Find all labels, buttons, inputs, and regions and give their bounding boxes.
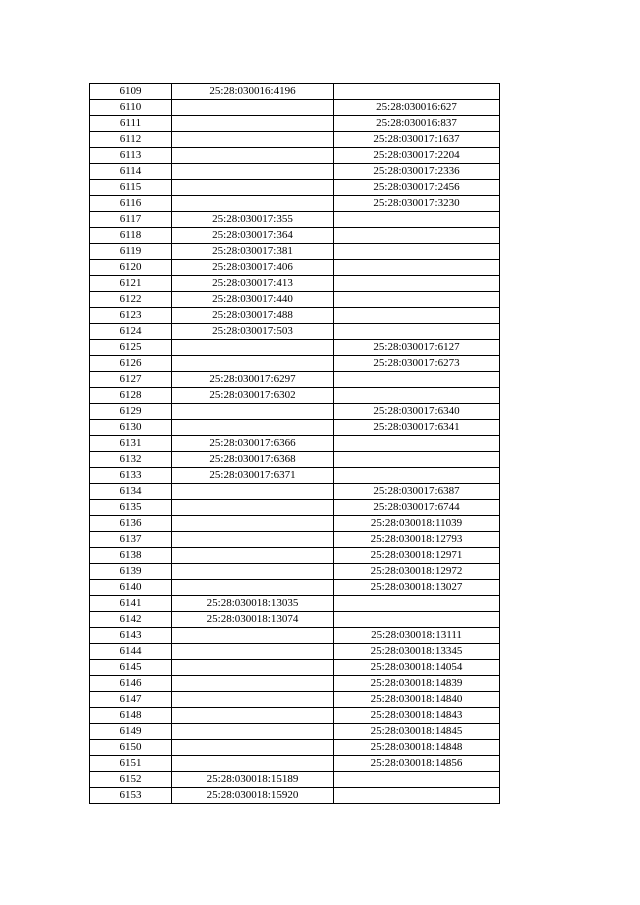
cadastral-number-cell-a [172, 564, 334, 580]
row-number-cell: 6145 [90, 660, 172, 676]
cadastral-number-cell-a [172, 340, 334, 356]
cadastral-number-cell-b [334, 84, 500, 100]
row-number-cell: 6150 [90, 740, 172, 756]
cadastral-number-cell-b [334, 324, 500, 340]
table-body [90, 84, 500, 804]
row-number-cell: 6149 [90, 724, 172, 740]
cadastral-number-cell-a [172, 100, 334, 116]
row-number-cell: 6116 [90, 196, 172, 212]
cadastral-number-cell-a [172, 644, 334, 660]
table-row [90, 484, 500, 500]
cadastral-number-cell-a [172, 500, 334, 516]
cadastral-number-cell-a [172, 148, 334, 164]
row-number-cell: 6123 [90, 308, 172, 324]
cadastral-number-cell-b: 25:28:030017:6387 [334, 484, 500, 500]
cadastral-number-cell-a: 25:28:030018:13035 [172, 596, 334, 612]
table-row [90, 548, 500, 564]
cadastral-number-cell-b: 25:28:030017:3230 [334, 196, 500, 212]
cadastral-number-cell-a [172, 356, 334, 372]
row-number-cell: 6147 [90, 692, 172, 708]
table-row [90, 436, 500, 452]
row-number-cell: 6121 [90, 276, 172, 292]
row-number-cell: 6135 [90, 500, 172, 516]
cadastral-number-cell-a [172, 580, 334, 596]
cadastral-number-cell-b: 25:28:030018:14843 [334, 708, 500, 724]
cadastral-number-cell-a [172, 180, 334, 196]
cadastral-number-cell-b [334, 468, 500, 484]
row-number-cell: 6119 [90, 244, 172, 260]
table-row [90, 324, 500, 340]
cadastral-number-cell-b: 25:28:030017:1637 [334, 132, 500, 148]
row-number-cell: 6136 [90, 516, 172, 532]
table-row [90, 420, 500, 436]
cadastral-number-cell-a [172, 548, 334, 564]
cadastral-number-cell-a [172, 516, 334, 532]
row-number-cell: 6124 [90, 324, 172, 340]
cadastral-number-cell-b [334, 292, 500, 308]
table-row [90, 308, 500, 324]
cadastral-number-cell-a [172, 660, 334, 676]
table-row [90, 708, 500, 724]
table-row [90, 580, 500, 596]
cadastral-number-cell-a [172, 404, 334, 420]
cadastral-number-cell-a [172, 740, 334, 756]
row-number-cell: 6133 [90, 468, 172, 484]
cadastral-number-cell-b: 25:28:030018:14840 [334, 692, 500, 708]
cadastral-number-cell-a: 25:28:030017:6366 [172, 436, 334, 452]
cadastral-number-cell-b [334, 244, 500, 260]
row-number-cell: 6153 [90, 788, 172, 804]
row-number-cell: 6148 [90, 708, 172, 724]
table-row [90, 100, 500, 116]
cadastral-number-cell-b: 25:28:030017:2336 [334, 164, 500, 180]
cadastral-number-cell-a: 25:28:030017:6302 [172, 388, 334, 404]
row-number-cell: 6112 [90, 132, 172, 148]
row-number-cell: 6140 [90, 580, 172, 596]
table-row [90, 132, 500, 148]
row-number-cell: 6122 [90, 292, 172, 308]
cadastral-number-cell-a [172, 116, 334, 132]
cadastral-number-cell-b: 25:28:030017:2456 [334, 180, 500, 196]
cadastral-number-cell-b [334, 276, 500, 292]
cadastral-number-cell-a [172, 708, 334, 724]
cadastral-number-cell-b [334, 260, 500, 276]
table-row [90, 612, 500, 628]
table-row [90, 788, 500, 804]
cadastral-number-cell-b: 25:28:030017:6744 [334, 500, 500, 516]
row-number-cell: 6110 [90, 100, 172, 116]
table-row [90, 356, 500, 372]
row-number-cell: 6114 [90, 164, 172, 180]
row-number-cell: 6144 [90, 644, 172, 660]
table-row [90, 148, 500, 164]
cadastral-number-cell-a: 25:28:030017:364 [172, 228, 334, 244]
cadastral-number-cell-a: 25:28:030017:503 [172, 324, 334, 340]
table-row [90, 564, 500, 580]
cadastral-number-cell-a: 25:28:030016:4196 [172, 84, 334, 100]
cadastral-number-cell-b [334, 372, 500, 388]
table-row [90, 228, 500, 244]
cadastral-number-cell-b: 25:28:030018:13027 [334, 580, 500, 596]
table-row [90, 276, 500, 292]
cadastral-number-cell-b: 25:28:030018:14845 [334, 724, 500, 740]
row-number-cell: 6146 [90, 676, 172, 692]
cadastral-number-cell-b [334, 452, 500, 468]
table-row [90, 84, 500, 100]
table-row [90, 500, 500, 516]
row-number-cell: 6151 [90, 756, 172, 772]
table-row [90, 244, 500, 260]
table-row [90, 404, 500, 420]
row-number-cell: 6126 [90, 356, 172, 372]
cadastral-number-cell-b: 25:28:030018:12793 [334, 532, 500, 548]
cadastral-number-cell-b [334, 612, 500, 628]
cadastral-number-cell-a: 25:28:030017:6371 [172, 468, 334, 484]
cadastral-number-cell-b: 25:28:030018:14848 [334, 740, 500, 756]
table-row [90, 292, 500, 308]
table-row [90, 772, 500, 788]
cadastral-number-cell-b: 25:28:030017:6273 [334, 356, 500, 372]
cadastral-number-cell-a: 25:28:030017:488 [172, 308, 334, 324]
table-row [90, 596, 500, 612]
cadastral-number-cell-b: 25:28:030017:6127 [334, 340, 500, 356]
cadastral-number-cell-a: 25:28:030018:15920 [172, 788, 334, 804]
cadastral-number-cell-a [172, 196, 334, 212]
cadastral-number-cell-a [172, 164, 334, 180]
cadastral-number-cell-a [172, 676, 334, 692]
row-number-cell: 6139 [90, 564, 172, 580]
cadastral-number-cell-b: 25:28:030018:13345 [334, 644, 500, 660]
cadastral-number-cell-b: 25:28:030018:11039 [334, 516, 500, 532]
cadastral-number-cell-b [334, 436, 500, 452]
cadastral-number-cell-b: 25:28:030018:12971 [334, 548, 500, 564]
cadastral-number-cell-b: 25:28:030016:627 [334, 100, 500, 116]
cadastral-number-cell-b: 25:28:030018:14839 [334, 676, 500, 692]
row-number-cell: 6127 [90, 372, 172, 388]
table-row [90, 692, 500, 708]
cadastral-number-cell-b: 25:28:030018:12972 [334, 564, 500, 580]
table-row [90, 116, 500, 132]
table-row [90, 388, 500, 404]
cadastral-number-cell-a [172, 756, 334, 772]
cadastral-number-cell-b: 25:28:030016:837 [334, 116, 500, 132]
table-row [90, 740, 500, 756]
row-number-cell: 6125 [90, 340, 172, 356]
cadastral-number-cell-b [334, 228, 500, 244]
table-row [90, 756, 500, 772]
row-number-cell: 6131 [90, 436, 172, 452]
cadastral-number-cell-b: 25:28:030017:2204 [334, 148, 500, 164]
cadastral-number-cell-b [334, 596, 500, 612]
cadastral-number-cell-b [334, 772, 500, 788]
table-row [90, 452, 500, 468]
table-row [90, 260, 500, 276]
cadastral-number-cell-a: 25:28:030017:6297 [172, 372, 334, 388]
cadastral-number-cell-a [172, 724, 334, 740]
cadastral-number-cell-b [334, 788, 500, 804]
row-number-cell: 6117 [90, 212, 172, 228]
table-row [90, 660, 500, 676]
cadastral-number-cell-a [172, 692, 334, 708]
cadastral-number-cell-b: 25:28:030018:14856 [334, 756, 500, 772]
cadastral-number-cell-a: 25:28:030018:13074 [172, 612, 334, 628]
cadastral-number-cell-a: 25:28:030017:440 [172, 292, 334, 308]
table-row [90, 644, 500, 660]
table-row [90, 372, 500, 388]
row-number-cell: 6142 [90, 612, 172, 628]
table-row [90, 340, 500, 356]
row-number-cell: 6132 [90, 452, 172, 468]
cadastral-number-cell-b: 25:28:030018:13111 [334, 628, 500, 644]
row-number-cell: 6129 [90, 404, 172, 420]
table-row [90, 724, 500, 740]
row-number-cell: 6111 [90, 116, 172, 132]
cadastral-number-cell-a: 25:28:030017:413 [172, 276, 334, 292]
cadastral-number-cell-a [172, 532, 334, 548]
row-number-cell: 6137 [90, 532, 172, 548]
cadastral-table [89, 83, 500, 804]
row-number-cell: 6130 [90, 420, 172, 436]
cadastral-number-cell-b [334, 212, 500, 228]
cadastral-number-cell-b [334, 308, 500, 324]
cadastral-number-cell-b [334, 388, 500, 404]
cadastral-number-cell-b: 25:28:030018:14054 [334, 660, 500, 676]
cadastral-number-cell-a [172, 484, 334, 500]
row-number-cell: 6134 [90, 484, 172, 500]
row-number-cell: 6138 [90, 548, 172, 564]
row-number-cell: 6113 [90, 148, 172, 164]
row-number-cell: 6115 [90, 180, 172, 196]
table-row [90, 212, 500, 228]
table-row [90, 516, 500, 532]
cadastral-number-cell-a: 25:28:030018:15189 [172, 772, 334, 788]
table-row [90, 196, 500, 212]
table-row [90, 628, 500, 644]
cadastral-number-cell-b: 25:28:030017:6341 [334, 420, 500, 436]
table-row [90, 532, 500, 548]
cadastral-number-cell-a: 25:28:030017:406 [172, 260, 334, 276]
row-number-cell: 6143 [90, 628, 172, 644]
cadastral-number-cell-a [172, 628, 334, 644]
row-number-cell: 6152 [90, 772, 172, 788]
cadastral-number-cell-a: 25:28:030017:6368 [172, 452, 334, 468]
table-row [90, 468, 500, 484]
table-row [90, 180, 500, 196]
cadastral-number-cell-a [172, 132, 334, 148]
row-number-cell: 6128 [90, 388, 172, 404]
cadastral-number-cell-a: 25:28:030017:355 [172, 212, 334, 228]
cadastral-number-cell-b: 25:28:030017:6340 [334, 404, 500, 420]
row-number-cell: 6118 [90, 228, 172, 244]
cadastral-number-cell-a: 25:28:030017:381 [172, 244, 334, 260]
cadastral-number-cell-a [172, 420, 334, 436]
row-number-cell: 6109 [90, 84, 172, 100]
row-number-cell: 6120 [90, 260, 172, 276]
table-row [90, 676, 500, 692]
table-row [90, 164, 500, 180]
row-number-cell: 6141 [90, 596, 172, 612]
